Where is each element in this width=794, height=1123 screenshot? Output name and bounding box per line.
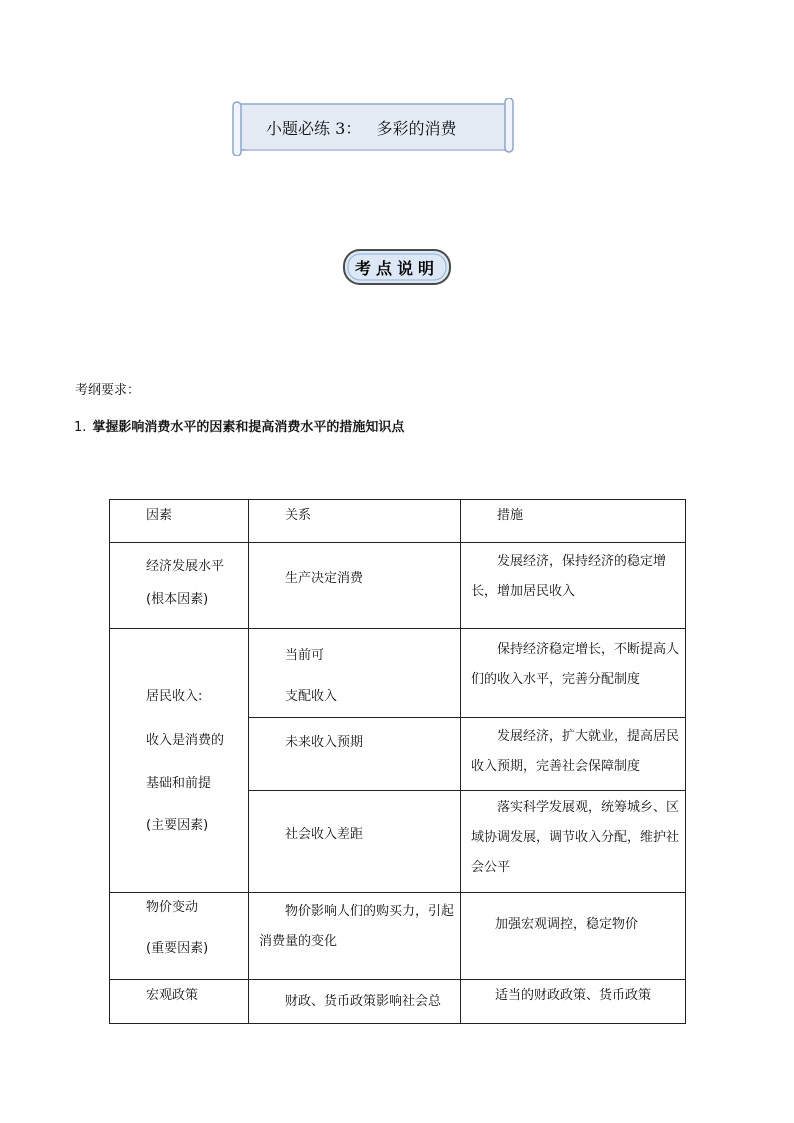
- measure-cell: 适当的财政政策、货币政策: [461, 980, 686, 1024]
- header-cell-measure: 措施: [461, 500, 686, 543]
- measure-cell: 发展经济，扩大就业，提高居民收入预期，完善社会保障制度: [461, 718, 686, 791]
- requirement-point: [74, 416, 404, 435]
- relation-cell: 未来收入预期: [249, 718, 461, 791]
- relation-cell: 生产决定消费: [249, 543, 461, 629]
- relation-cell: 当前可 支配收入: [249, 629, 461, 718]
- measure-cell: 发展经济，保持经济的稳定增长，增加居民收入: [461, 543, 686, 629]
- factor-cell: 经济发展水平 (根本因素): [110, 543, 249, 629]
- title-banner: [232, 98, 514, 156]
- table-row: [110, 980, 686, 1024]
- measure-cell: 加强宏观调控，稳定物价: [461, 893, 686, 980]
- relation-cell: 物价影响人们的购买力，引起消费量的变化: [249, 893, 461, 980]
- factor-table: [109, 499, 686, 1024]
- table-row: [110, 629, 686, 718]
- measure-cell: 落实科学发展观，统筹城乡、区域协调发展，调节收入分配，维护社会公平: [461, 791, 686, 893]
- requirements-label: 考纲要求：: [75, 383, 141, 398]
- measure-cell: 保持经济稳定增长，不断提高人们的收入水平，完善分配制度: [461, 629, 686, 718]
- header-cell-factor: 因素: [110, 500, 249, 543]
- relation-cell: 社会收入差距: [249, 791, 461, 893]
- factor-cell: 宏观政策: [110, 980, 249, 1024]
- header-cell-relation: 关系: [249, 500, 461, 543]
- table-row: [110, 543, 686, 629]
- table-header-row: [110, 500, 686, 543]
- relation-cell: 财政、货币政策影响社会总: [249, 980, 461, 1024]
- factor-cell: 居民收入: 收入是消费的 基础和前提 (主要因素): [110, 629, 249, 893]
- section-badge: [342, 248, 452, 286]
- factor-cell: 物价变动 (重要因素): [110, 893, 249, 980]
- page-title: 小题必练 3： 多彩的消费: [266, 119, 457, 138]
- table-row: [110, 893, 686, 980]
- point-text: 掌握影响消费水平的因素和提高消费水平的措施知识点: [92, 420, 405, 435]
- point-number: 1.: [74, 420, 87, 435]
- badge-label: 考点说明: [354, 259, 439, 278]
